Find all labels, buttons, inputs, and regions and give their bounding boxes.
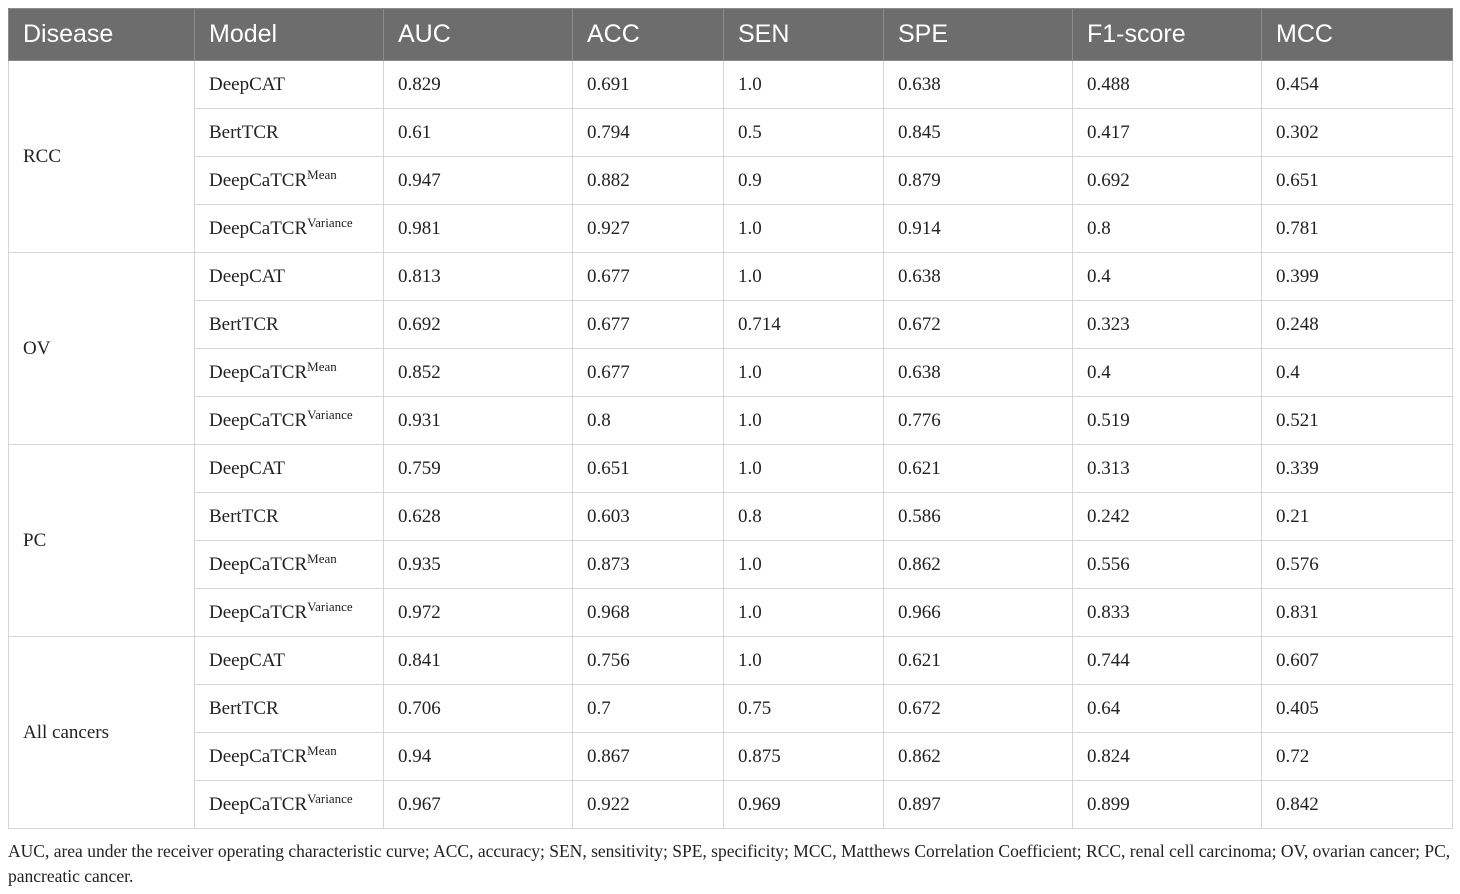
f1-score-value-cell: 0.313 [1073,445,1262,493]
spe-value-cell: 0.586 [884,493,1073,541]
table-body [9,61,1453,829]
model-variant-superscript: Mean [307,550,337,566]
acc-value-cell: 0.873 [573,541,724,589]
disease-cell: PC [9,445,195,637]
model-cell [195,205,384,253]
model-name: DeepCaTCR [209,361,308,383]
table-footnote: AUC, area under the receiver operating characteristic curve; ACC, accuracy; SEN, sensitivity; SPE, specificity; MCC, Matthews Correlation Coefficient; RCC, renal cell carcinoma; OV, ovarian cancer; PC, pancreatic cancer. [8,841,1451,886]
model-cell [195,589,384,637]
auc-value-cell: 0.967 [384,781,573,829]
model-name: DeepCaTCR [209,169,308,191]
spe-value-cell: 0.862 [884,733,1073,781]
mcc-value-cell: 0.72 [1262,733,1453,781]
table-row [9,685,1453,733]
acc-value-cell: 0.677 [573,349,724,397]
sen-value-cell: 1.0 [724,253,884,301]
auc-value-cell: 0.706 [384,685,573,733]
header-sen: SEN [724,9,884,61]
auc-value-cell: 0.759 [384,445,573,493]
sen-value-cell: 1.0 [724,589,884,637]
model-name: BertTCR [209,313,279,335]
model-cell [195,637,384,685]
model-cell [195,109,384,157]
acc-value-cell: 0.794 [573,109,724,157]
header-auc: AUC [384,9,573,61]
table-row [9,445,1453,493]
model-cell [195,493,384,541]
spe-value-cell: 0.845 [884,109,1073,157]
sen-value-cell: 0.5 [724,109,884,157]
mcc-value-cell: 0.781 [1262,205,1453,253]
f1-score-value-cell: 0.556 [1073,541,1262,589]
model-cell [195,61,384,109]
table-row [9,61,1453,109]
model-cell [195,445,384,493]
acc-value-cell: 0.677 [573,301,724,349]
sen-value-cell: 1.0 [724,541,884,589]
f1-score-value-cell: 0.488 [1073,61,1262,109]
f1-score-value-cell: 0.417 [1073,109,1262,157]
mcc-value-cell: 0.831 [1262,589,1453,637]
sen-value-cell: 0.714 [724,301,884,349]
header-mcc: MCC [1262,9,1453,61]
header-f1-score: F1-score [1073,9,1262,61]
auc-value-cell: 0.692 [384,301,573,349]
mcc-value-cell: 0.4 [1262,349,1453,397]
auc-value-cell: 0.813 [384,253,573,301]
mcc-value-cell: 0.339 [1262,445,1453,493]
model-name: DeepCaTCR [209,409,308,431]
table-row [9,109,1453,157]
auc-value-cell: 0.829 [384,61,573,109]
spe-value-cell: 0.862 [884,541,1073,589]
model-name: DeepCaTCR [209,217,308,239]
f1-score-value-cell: 0.519 [1073,397,1262,445]
table-row [9,157,1453,205]
auc-value-cell: 0.981 [384,205,573,253]
header-model: Model [195,9,384,61]
sen-value-cell: 1.0 [724,397,884,445]
auc-value-cell: 0.628 [384,493,573,541]
f1-score-value-cell: 0.4 [1073,349,1262,397]
f1-score-value-cell: 0.824 [1073,733,1262,781]
f1-score-value-cell: 0.833 [1073,589,1262,637]
acc-value-cell: 0.867 [573,733,724,781]
sen-value-cell: 0.8 [724,493,884,541]
model-name: DeepCaTCR [209,553,308,575]
f1-score-value-cell: 0.64 [1073,685,1262,733]
table-row [9,781,1453,829]
model-variant-superscript: Variance [307,790,353,806]
model-variant-superscript: Variance [307,406,353,422]
mcc-value-cell: 0.607 [1262,637,1453,685]
f1-score-value-cell: 0.242 [1073,493,1262,541]
f1-score-value-cell: 0.4 [1073,253,1262,301]
mcc-value-cell: 0.842 [1262,781,1453,829]
model-cell [195,781,384,829]
model-cell [195,349,384,397]
table-row [9,205,1453,253]
spe-value-cell: 0.897 [884,781,1073,829]
table-row [9,301,1453,349]
model-cell [195,301,384,349]
results-table-container [8,8,1452,829]
sen-value-cell: 1.0 [724,205,884,253]
acc-value-cell: 0.603 [573,493,724,541]
mcc-value-cell: 0.651 [1262,157,1453,205]
acc-value-cell: 0.756 [573,637,724,685]
acc-value-cell: 0.922 [573,781,724,829]
table-row [9,253,1453,301]
table-row [9,733,1453,781]
sen-value-cell: 0.969 [724,781,884,829]
model-name: DeepCAT [209,265,285,287]
auc-value-cell: 0.852 [384,349,573,397]
auc-value-cell: 0.972 [384,589,573,637]
acc-value-cell: 0.927 [573,205,724,253]
spe-value-cell: 0.776 [884,397,1073,445]
model-cell [195,541,384,589]
header-disease: Disease [9,9,195,61]
mcc-value-cell: 0.248 [1262,301,1453,349]
results-table [8,8,1453,829]
mcc-value-cell: 0.454 [1262,61,1453,109]
model-variant-superscript: Variance [307,598,353,614]
disease-cell: All cancers [9,637,195,829]
model-name: BertTCR [209,697,279,719]
auc-value-cell: 0.935 [384,541,573,589]
acc-value-cell: 0.691 [573,61,724,109]
acc-value-cell: 0.882 [573,157,724,205]
model-name: DeepCaTCR [209,601,308,623]
sen-value-cell: 1.0 [724,637,884,685]
spe-value-cell: 0.914 [884,205,1073,253]
f1-score-value-cell: 0.899 [1073,781,1262,829]
disease-cell: RCC [9,61,195,253]
model-cell [195,685,384,733]
acc-value-cell: 0.968 [573,589,724,637]
spe-value-cell: 0.966 [884,589,1073,637]
spe-value-cell: 0.672 [884,301,1073,349]
spe-value-cell: 0.638 [884,349,1073,397]
table-row [9,589,1453,637]
mcc-value-cell: 0.399 [1262,253,1453,301]
model-variant-superscript: Variance [307,214,353,230]
spe-value-cell: 0.621 [884,637,1073,685]
disease-cell: OV [9,253,195,445]
f1-score-value-cell: 0.692 [1073,157,1262,205]
model-cell [195,157,384,205]
model-name: BertTCR [209,121,279,143]
sen-value-cell: 1.0 [724,445,884,493]
acc-value-cell: 0.651 [573,445,724,493]
f1-score-value-cell: 0.744 [1073,637,1262,685]
model-cell [195,733,384,781]
acc-value-cell: 0.7 [573,685,724,733]
auc-value-cell: 0.947 [384,157,573,205]
header-acc: ACC [573,9,724,61]
model-name: DeepCaTCR [209,793,308,815]
model-cell [195,397,384,445]
acc-value-cell: 0.8 [573,397,724,445]
sen-value-cell: 0.875 [724,733,884,781]
f1-score-value-cell: 0.323 [1073,301,1262,349]
mcc-value-cell: 0.302 [1262,109,1453,157]
mcc-value-cell: 0.21 [1262,493,1453,541]
auc-value-cell: 0.841 [384,637,573,685]
mcc-value-cell: 0.521 [1262,397,1453,445]
sen-value-cell: 0.75 [724,685,884,733]
model-name: DeepCAT [209,457,285,479]
table-row [9,637,1453,685]
sen-value-cell: 1.0 [724,349,884,397]
model-name: BertTCR [209,505,279,527]
model-variant-superscript: Mean [307,358,337,374]
model-name: DeepCAT [209,73,285,95]
model-name: DeepCAT [209,649,285,671]
spe-value-cell: 0.879 [884,157,1073,205]
spe-value-cell: 0.621 [884,445,1073,493]
sen-value-cell: 0.9 [724,157,884,205]
header-spe: SPE [884,9,1073,61]
mcc-value-cell: 0.576 [1262,541,1453,589]
sen-value-cell: 1.0 [724,61,884,109]
header-row [9,9,1453,61]
table-row [9,493,1453,541]
model-variant-superscript: Mean [307,166,337,182]
auc-value-cell: 0.931 [384,397,573,445]
spe-value-cell: 0.638 [884,61,1073,109]
spe-value-cell: 0.638 [884,253,1073,301]
f1-score-value-cell: 0.8 [1073,205,1262,253]
model-cell [195,253,384,301]
table-row [9,541,1453,589]
table-row [9,349,1453,397]
spe-value-cell: 0.672 [884,685,1073,733]
acc-value-cell: 0.677 [573,253,724,301]
model-variant-superscript: Mean [307,742,337,758]
table-row [9,397,1453,445]
mcc-value-cell: 0.405 [1262,685,1453,733]
model-name: DeepCaTCR [209,745,308,767]
auc-value-cell: 0.61 [384,109,573,157]
auc-value-cell: 0.94 [384,733,573,781]
